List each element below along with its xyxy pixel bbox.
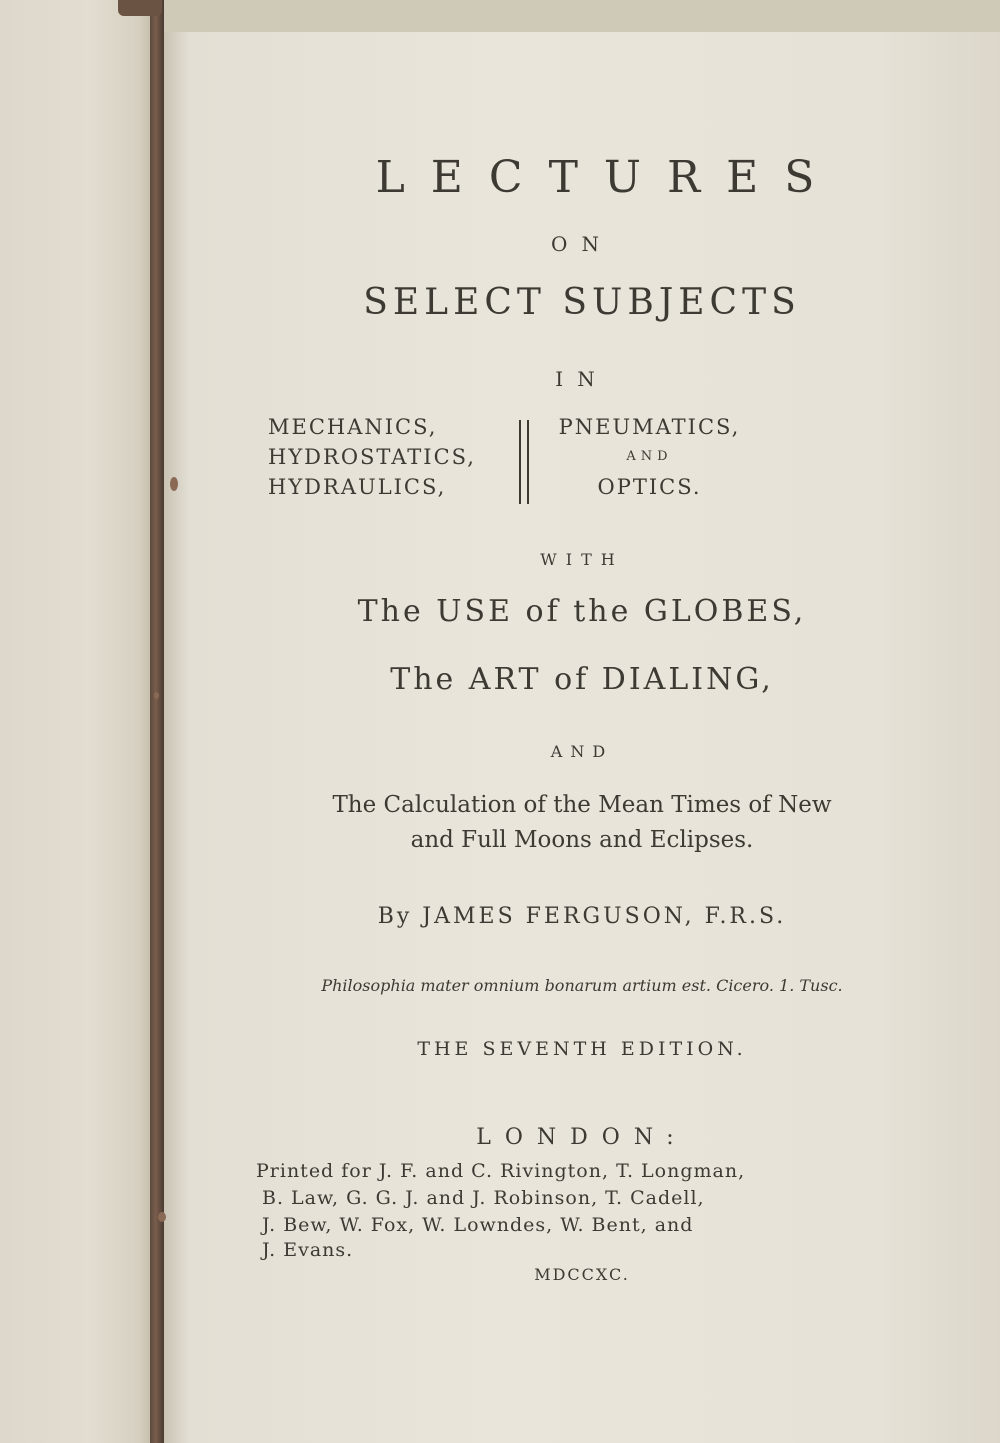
foxing-spot — [170, 477, 178, 491]
subjects-left-column — [268, 412, 476, 502]
subject-hydrostatics: HYDROSTATICS, — [268, 445, 476, 469]
spine-headcap — [118, 0, 162, 16]
connector-with: WITH — [540, 550, 624, 569]
edition-statement: THE SEVENTH EDITION. — [417, 1038, 747, 1060]
subject-optics: OPTICS. — [597, 475, 702, 499]
place-of-publication: LONDON: — [476, 1125, 688, 1150]
subject-mechanics: MECHANICS, — [268, 415, 438, 439]
title-line-2: SELECT SUBJECTS — [363, 282, 801, 323]
publication-year: MDCCXC. — [534, 1265, 630, 1284]
left-page — [0, 0, 150, 1443]
connector-in: IN — [555, 367, 609, 391]
latin-motto: Philosophia mater omnium bonarum artium est. Cicero. 1. Tusc. — [321, 976, 843, 995]
calculation-line-1: The Calculation of the Mean Times of New — [332, 792, 832, 818]
subtitle-globes: The USE of the GLOBES, — [357, 594, 807, 629]
imprint-line-3: J. Bew, W. Fox, W. Lowndes, W. Bent, and — [262, 1214, 694, 1236]
subject-pneumatics: PNEUMATICS, — [558, 415, 741, 439]
subtitle-dialing: The ART of DIALING, — [390, 662, 774, 697]
title-line-1: LECTURES — [375, 152, 841, 203]
author-byline: By JAMES FERGUSON, F.R.S. — [377, 904, 787, 929]
imprint-line-1: Printed for J. F. and C. Rivington, T. Longman, — [256, 1160, 746, 1182]
connector-and: AND — [550, 742, 614, 761]
foxing-spot — [154, 692, 159, 699]
double-rule-divider — [519, 420, 529, 504]
subjects-right-column — [542, 412, 757, 502]
calculation-line-2: and Full Moons and Eclipses. — [410, 827, 754, 853]
subject-hydraulics: HYDRAULICS, — [268, 475, 447, 499]
imprint-line-4: J. Evans. — [262, 1239, 354, 1261]
connector-on: ON — [551, 232, 613, 256]
imprint-line-2: B. Law, G. G. J. and J. Robinson, T. Cadell, — [262, 1187, 705, 1209]
book-spine — [150, 0, 164, 1443]
subject-and: AND — [626, 449, 673, 464]
title-page — [164, 32, 1000, 1443]
foxing-spot — [158, 1212, 166, 1222]
